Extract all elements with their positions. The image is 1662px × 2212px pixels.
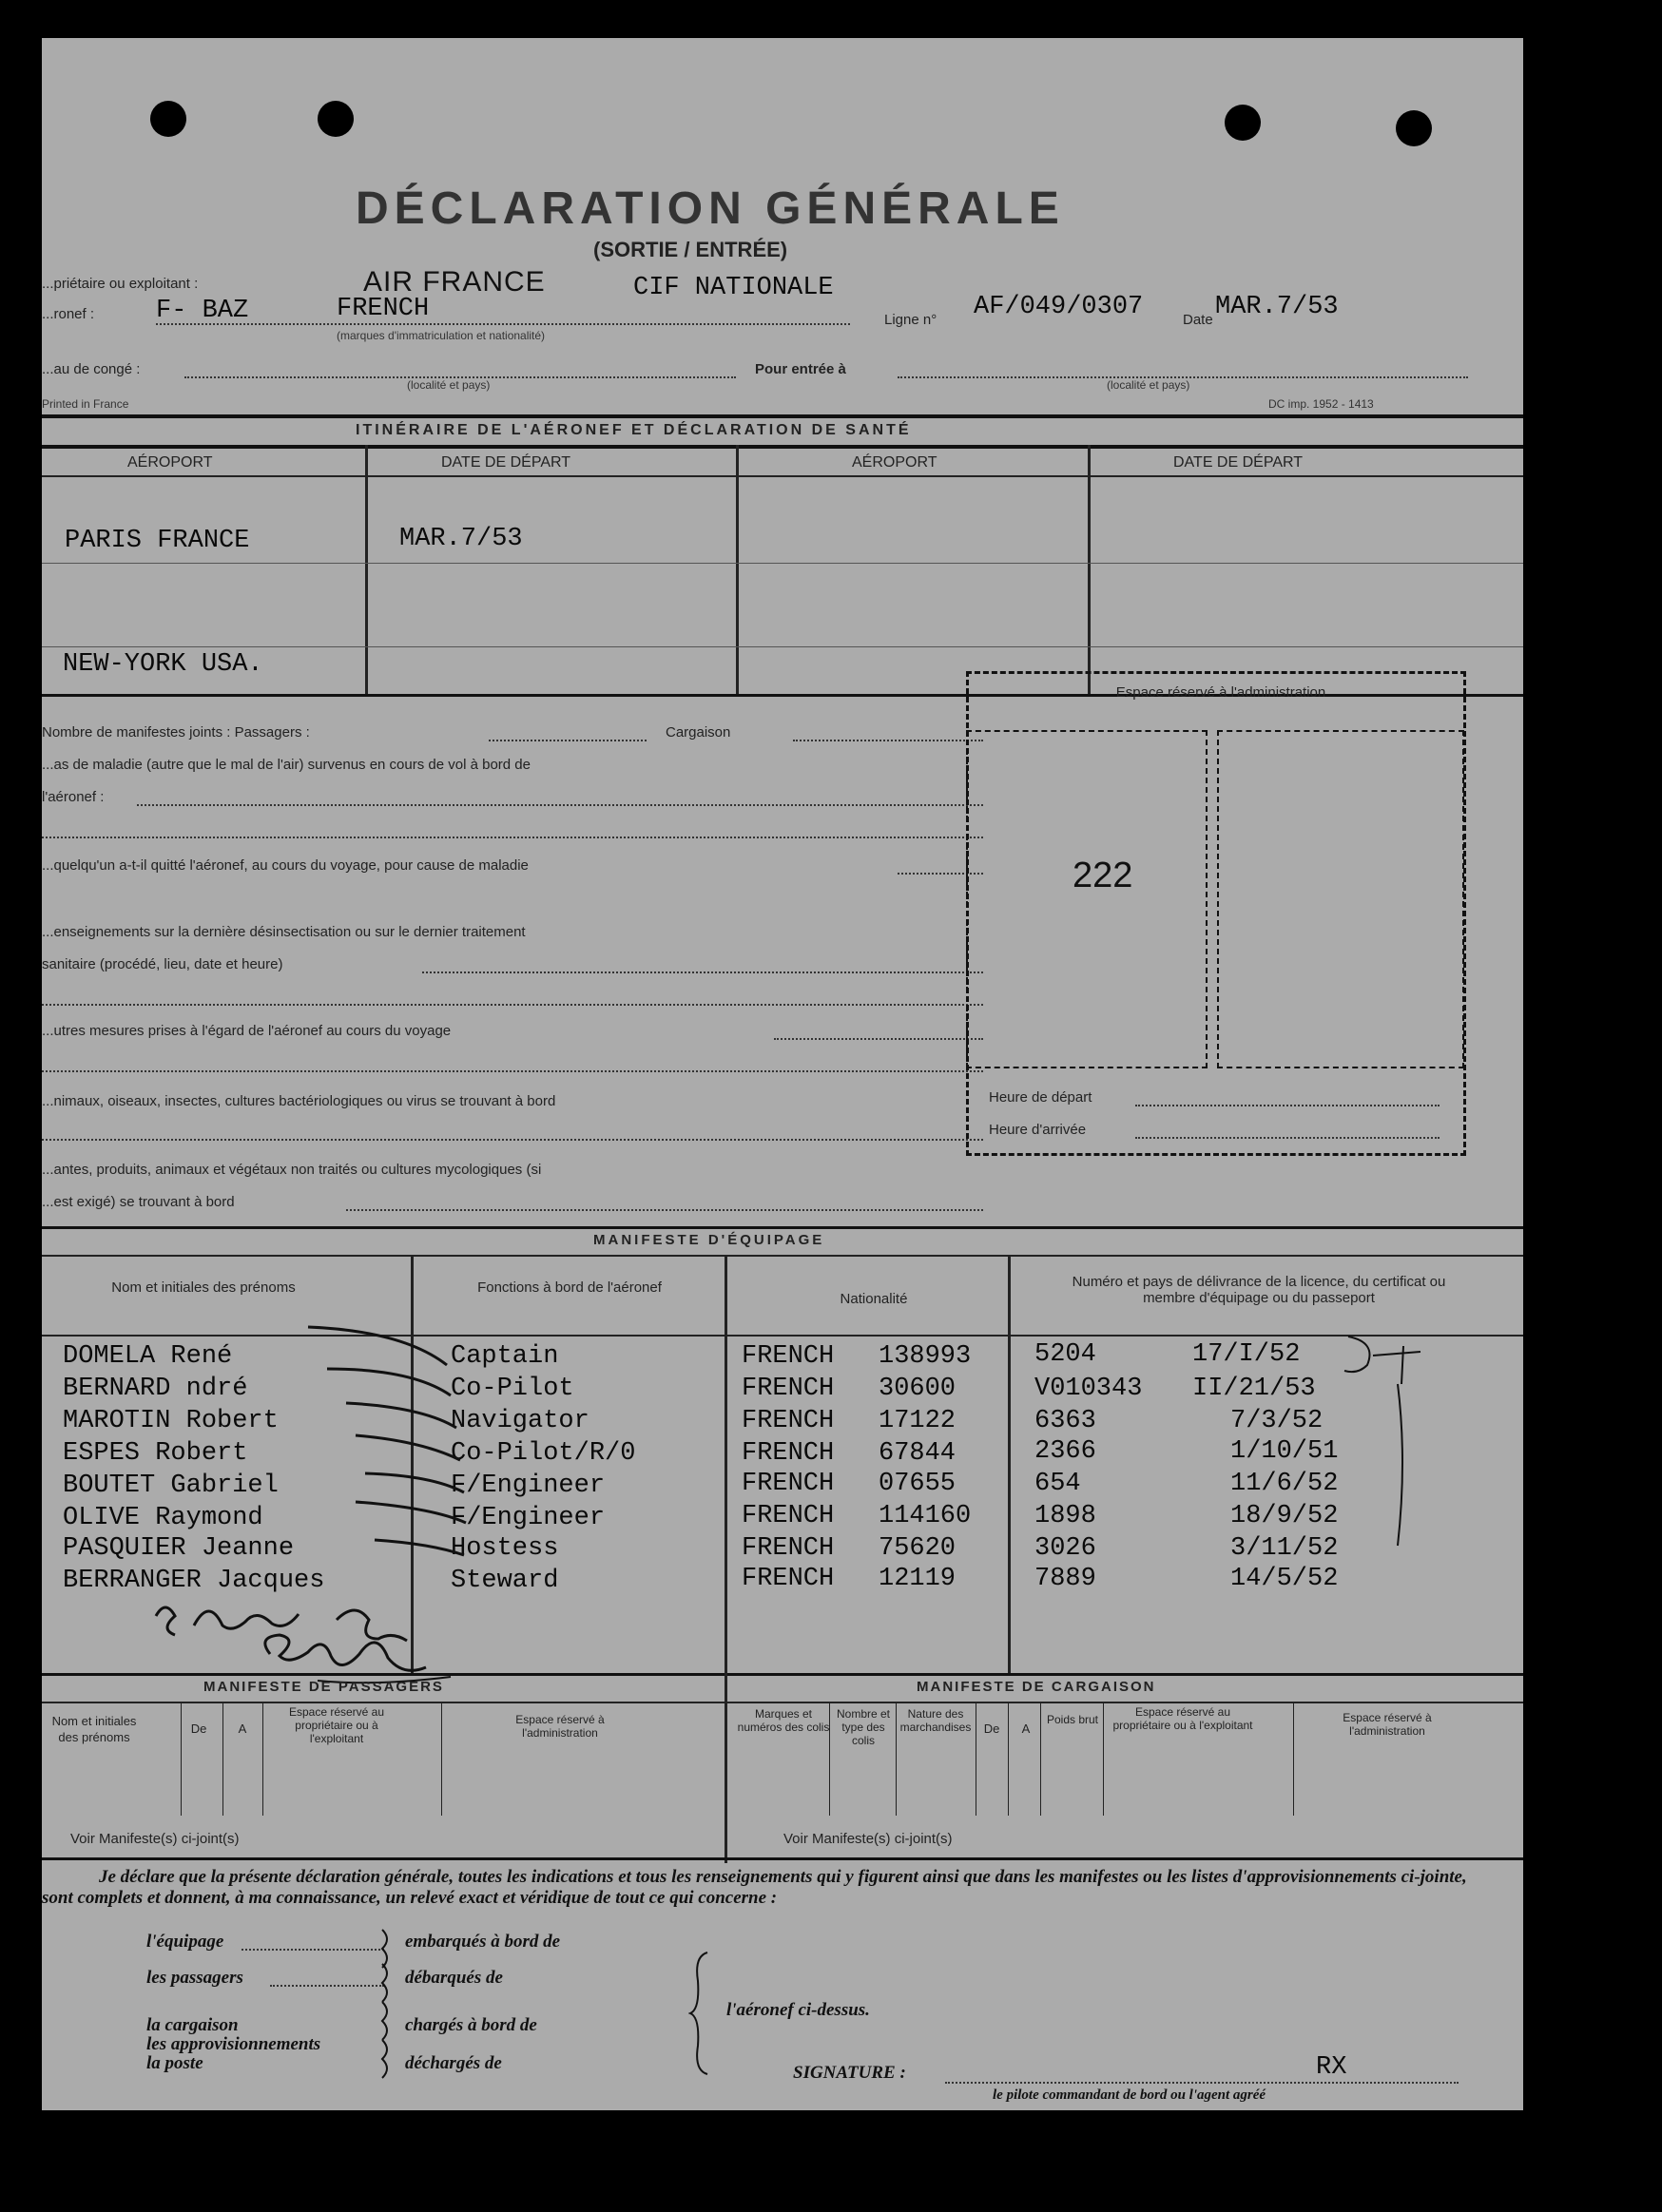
crew-id: 30600: [879, 1375, 957, 1403]
crew-header-rule: [42, 1335, 1523, 1337]
declaration-text: Je déclare que la présente déclaration générale, toutes les indications et tous les renseignements qui y figurent ainsi que dans les manifestes ou les listes d'approvisionnements ci-jointe, sont complets et donnent, à ma connaissance, un relevé exact et véridique de tout ce qui concerne :: [42, 1867, 1467, 1908]
crew-license: 654: [1034, 1470, 1081, 1498]
cargo-col-count: Nombre et type des colis: [836, 1707, 891, 1747]
section-rule: [42, 1673, 1523, 1676]
arrival-time-label: Heure d'arrivée: [989, 1122, 1087, 1138]
crew-col-license: Numéro et pays de délivrance de la licence, du certificat ou membre d'équipage ou du passeport: [1072, 1274, 1446, 1306]
crew-name: ESPES Robert: [63, 1439, 248, 1468]
crew-col-nationality: Nationalité: [840, 1291, 908, 1307]
crew-date: 1/10/51: [1230, 1437, 1339, 1466]
crew-id: 07655: [879, 1470, 957, 1498]
health-line: sanitaire (procédé, lieu, date et heure): [42, 956, 283, 972]
crew-name: MAROTIN Robert: [63, 1407, 279, 1435]
pax-divider: [441, 1702, 442, 1816]
health-dotted-line: [42, 1139, 983, 1141]
crew-col-function: Fonctions à bord de l'aéronef: [477, 1279, 662, 1296]
health-line: ...est exigé) se trouvant à bord: [42, 1194, 235, 1210]
handwritten-bracket-icon: [1335, 1327, 1430, 1555]
itinerary-col-date: DATE DE DÉPART: [441, 454, 571, 471]
crew-function: Steward: [451, 1567, 559, 1595]
handwritten-arrows-icon: [270, 1312, 479, 1597]
departure-time-label: Heure de départ: [989, 1089, 1092, 1106]
signature-label: SIGNATURE :: [793, 2063, 906, 2083]
crew-name: BERRANGER Jacques: [63, 1567, 325, 1595]
cargo-divider: [829, 1702, 830, 1816]
cargo-manifest-title: MANIFESTE DE CARGAISON: [917, 1679, 1156, 1695]
departure-time-dotted-line: [1135, 1105, 1440, 1106]
declaration-item-right: déchargés de: [405, 2053, 502, 2073]
cargo-col-from: De: [983, 1722, 1000, 1736]
crew-nationality: FRENCH: [742, 1470, 835, 1498]
passenger-manifest-title: MANIFESTE DE PASSAGERS: [203, 1679, 444, 1695]
date-value: MAR.7/53: [1215, 293, 1339, 321]
crew-function: Captain: [451, 1342, 559, 1371]
admin-box-title: Espace réservé à l'administration: [1115, 684, 1326, 701]
itinerary-col-divider: [736, 445, 739, 694]
health-line: ...enseignements sur la dernière désinsectisation ou sur le dernier traitement: [42, 924, 526, 940]
signature-dotted-line: [945, 2082, 1459, 2084]
destination-label: Pour entrée à: [755, 361, 846, 377]
itinerary-col-date-2: DATE DE DÉPART: [1173, 454, 1304, 471]
crew-date: 3/11/52: [1230, 1534, 1339, 1563]
crew-col-divider: [1008, 1255, 1011, 1673]
crew-id: 75620: [879, 1534, 957, 1563]
form-subtitle: (SORTIE / ENTRÉE): [593, 238, 788, 261]
health-dotted-line: [346, 1209, 983, 1211]
cargo-divider: [1040, 1702, 1041, 1816]
line-label: Ligne n°: [884, 312, 937, 328]
pax-col-name: Nom et initiales des prénoms: [51, 1714, 137, 1744]
printer-note: Printed in France: [42, 397, 129, 411]
origin-label: ...au de congé :: [42, 361, 141, 377]
crew-date: 17/I/52: [1192, 1340, 1301, 1369]
cargo-footer: Voir Manifeste(s) ci-joint(s): [783, 1831, 953, 1847]
line-value: AF/049/0307: [974, 293, 1144, 321]
crew-license: 1898: [1034, 1502, 1096, 1530]
declaration-item-left: les approvisionnements: [146, 2034, 321, 2054]
crew-date: II/21/53: [1192, 1375, 1316, 1403]
admin-number: 222: [1073, 856, 1133, 895]
section-rule: [42, 414, 1523, 418]
admin-inner-box: [966, 730, 1208, 1068]
crew-name: DOMELA René: [63, 1342, 233, 1371]
declaration-form: [42, 38, 1523, 2110]
crew-date: 14/5/52: [1230, 1565, 1339, 1593]
crew-nationality: FRENCH: [742, 1342, 835, 1371]
cargo-col-admin: Espace réservé à l'administration: [1343, 1711, 1432, 1738]
section-rule: [42, 445, 1523, 449]
crew-section-title: MANIFESTE D'ÉQUIPAGE: [593, 1232, 825, 1248]
health-dotted-line: [489, 740, 647, 741]
crew-license: 3026: [1034, 1534, 1096, 1563]
operator-value: AIR FRANCE: [363, 266, 546, 298]
crew-name: BOUTET Gabriel: [63, 1471, 279, 1500]
pax-col-to: A: [238, 1722, 247, 1736]
crew-date: 11/6/52: [1230, 1470, 1339, 1498]
pax-divider: [222, 1702, 223, 1816]
pax-col-from: De: [190, 1722, 207, 1736]
crew-name: OLIVE Raymond: [63, 1504, 263, 1532]
health-dotted-line: [42, 1004, 983, 1006]
section-rule: [42, 1226, 1523, 1229]
declaration-item-right: embarqués à bord de: [405, 1932, 561, 1952]
declaration-dotted-line: [242, 1949, 384, 1951]
operator-extra: CIF NATIONALE: [633, 274, 834, 302]
operator-label: ...priétaire ou exploitant :: [42, 276, 199, 292]
registration-caption: (marques d'immatriculation et nationalité): [337, 329, 546, 342]
itinerary-col-airport: AÉROPORT: [127, 454, 213, 471]
registration-value: F- BAZ: [156, 297, 249, 325]
cargo-divider: [1293, 1702, 1294, 1816]
health-line: Nombre de manifestes joints : Passagers :: [42, 724, 310, 741]
declaration-item-left: la cargaison: [146, 2015, 239, 2035]
cargo-col-owner: Espace réservé au propriétaire ou à l'exploitant: [1112, 1705, 1253, 1732]
crew-col-divider: [725, 1255, 727, 1673]
health-dotted-line: [774, 1038, 983, 1040]
health-dotted-line: [793, 740, 983, 741]
crew-license: 5204: [1034, 1340, 1096, 1369]
manifest-divider: [725, 1673, 727, 1863]
health-line: ...as de maladie (autre que le mal de l'air) survenus en cours de vol à bord de: [42, 757, 531, 773]
itinerary-col-airport-2: AÉROPORT: [852, 454, 937, 471]
health-line: ...antes, produits, animaux et végétaux non traités ou cultures mycologiques (si: [42, 1162, 542, 1178]
crew-id: 67844: [879, 1439, 957, 1468]
date-label: Date: [1183, 312, 1213, 328]
health-dotted-line: [42, 837, 983, 838]
destination-caption: (localité et pays): [1107, 378, 1190, 392]
form-title: DÉCLARATION GÉNÉRALE: [356, 183, 1065, 234]
crew-nationality: FRENCH: [742, 1375, 835, 1403]
aircraft-label: ...ronef :: [42, 306, 95, 322]
declaration-item-right: débarqués de: [405, 1968, 503, 1988]
health-dotted-line: [42, 1070, 983, 1072]
crew-nationality: FRENCH: [742, 1407, 835, 1435]
health-line: ...utres mesures prises à l'égard de l'aéronef au cours du voyage: [42, 1023, 452, 1039]
punch-hole-icon: [1225, 105, 1261, 141]
pax-col-owner: Espace réservé au propriétaire ou à l'exploitant: [288, 1705, 385, 1745]
cargo-col-weight: Poids brut: [1046, 1713, 1099, 1726]
crew-license: 6363: [1034, 1407, 1096, 1435]
punch-hole-icon: [1396, 110, 1432, 146]
nationality-value: FRENCH: [337, 295, 430, 323]
crew-date: 7/3/52: [1230, 1407, 1324, 1435]
crew-function: Hostess: [451, 1534, 559, 1563]
crew-name: PASQUIER Jeanne: [63, 1534, 295, 1563]
declaration-dotted-line: [270, 1985, 384, 1987]
punch-hole-icon: [318, 101, 354, 137]
signature-caption: le pilote commandant de bord ou l'agent agréé: [993, 2087, 1266, 2103]
crew-col-name: Nom et initiales des prénoms: [111, 1279, 296, 1296]
signature-value: RX: [1316, 2053, 1347, 2082]
crew-function: F/Engineer: [451, 1471, 606, 1500]
brace-icon: [688, 1949, 717, 2082]
crew-function: Navigator: [451, 1407, 589, 1435]
manifest-rule: [42, 1702, 1523, 1703]
cargo-col-nature: Nature des marchandises: [899, 1707, 972, 1734]
health-line: l'aéronef :: [42, 789, 105, 805]
declaration-item-left: l'équipage: [146, 1932, 224, 1952]
pax-col-admin: Espace réservé à l'administration: [515, 1713, 605, 1740]
itinerary-col-divider: [365, 445, 368, 694]
pax-divider: [262, 1702, 263, 1816]
admin-inner-box: [1217, 730, 1464, 1068]
cargo-col-to: A: [1021, 1722, 1031, 1736]
health-dotted-line: [137, 804, 983, 806]
crew-function: Co-Pilot/R/0: [451, 1439, 636, 1468]
crew-date: 18/9/52: [1230, 1502, 1339, 1530]
crew-license: 2366: [1034, 1437, 1096, 1466]
crew-id: 12119: [879, 1565, 957, 1593]
section-rule: [42, 1857, 1523, 1860]
itinerary-date: MAR.7/53: [399, 525, 523, 553]
pax-footer: Voir Manifeste(s) ci-joint(s): [70, 1831, 240, 1847]
itinerary-airport: NEW-YORK USA.: [63, 650, 263, 679]
cargo-divider: [1008, 1702, 1009, 1816]
cargo-col-marks: Marques et numéros des colis: [737, 1707, 830, 1734]
crew-nationality: FRENCH: [742, 1534, 835, 1563]
health-line: ...quelqu'un a-t-il quitté l'aéronef, au cours du voyage, pour cause de maladie: [42, 857, 529, 874]
cargo-divider: [1103, 1702, 1104, 1816]
itinerary-title: ITINÉRAIRE DE L'AÉRONEF ET DÉCLARATION DE SANTÉ: [356, 422, 912, 438]
crew-id: 114160: [879, 1502, 972, 1530]
health-dotted-line: [422, 971, 983, 973]
health-line: ...nimaux, oiseaux, insectes, cultures bactériologiques ou virus se trouvant à bord: [42, 1093, 556, 1109]
crew-nationality: FRENCH: [742, 1439, 835, 1468]
itinerary-row-rule: [42, 563, 1523, 564]
pax-divider: [181, 1702, 182, 1816]
crew-function: Co-Pilot: [451, 1375, 574, 1403]
aircraft-reference: l'aéronef ci-dessus.: [726, 2000, 870, 2020]
itinerary-col-divider: [1088, 445, 1091, 694]
crew-nationality: FRENCH: [742, 1502, 835, 1530]
crew-license: V010343: [1034, 1375, 1143, 1403]
crew-nationality: FRENCH: [742, 1565, 835, 1593]
form-code: DC imp. 1952 - 1413: [1268, 397, 1374, 411]
declaration-item-left: la poste: [146, 2053, 203, 2073]
declaration-item-right: chargés à bord de: [405, 2015, 537, 2035]
crew-function: F/Engineer: [451, 1504, 606, 1532]
brace-icon: [375, 1926, 403, 2087]
health-line: Cargaison: [666, 724, 731, 741]
cargo-divider: [896, 1702, 897, 1816]
itinerary-header-rule: [42, 475, 1523, 477]
crew-section-rule: [42, 1255, 1523, 1257]
crew-id: 138993: [879, 1342, 972, 1371]
crew-id: 17122: [879, 1407, 957, 1435]
crew-name: BERNARD ndré: [63, 1375, 248, 1403]
arrival-time-dotted-line: [1135, 1137, 1440, 1139]
origin-caption: (localité et pays): [407, 378, 491, 392]
declaration-item-left: les passagers: [146, 1968, 243, 1988]
itinerary-airport: PARIS FRANCE: [65, 527, 250, 555]
aircraft-dotted-line: [156, 323, 850, 325]
itinerary-row-rule: [42, 646, 1523, 647]
crew-license: 7889: [1034, 1565, 1096, 1593]
punch-hole-icon: [150, 101, 186, 137]
